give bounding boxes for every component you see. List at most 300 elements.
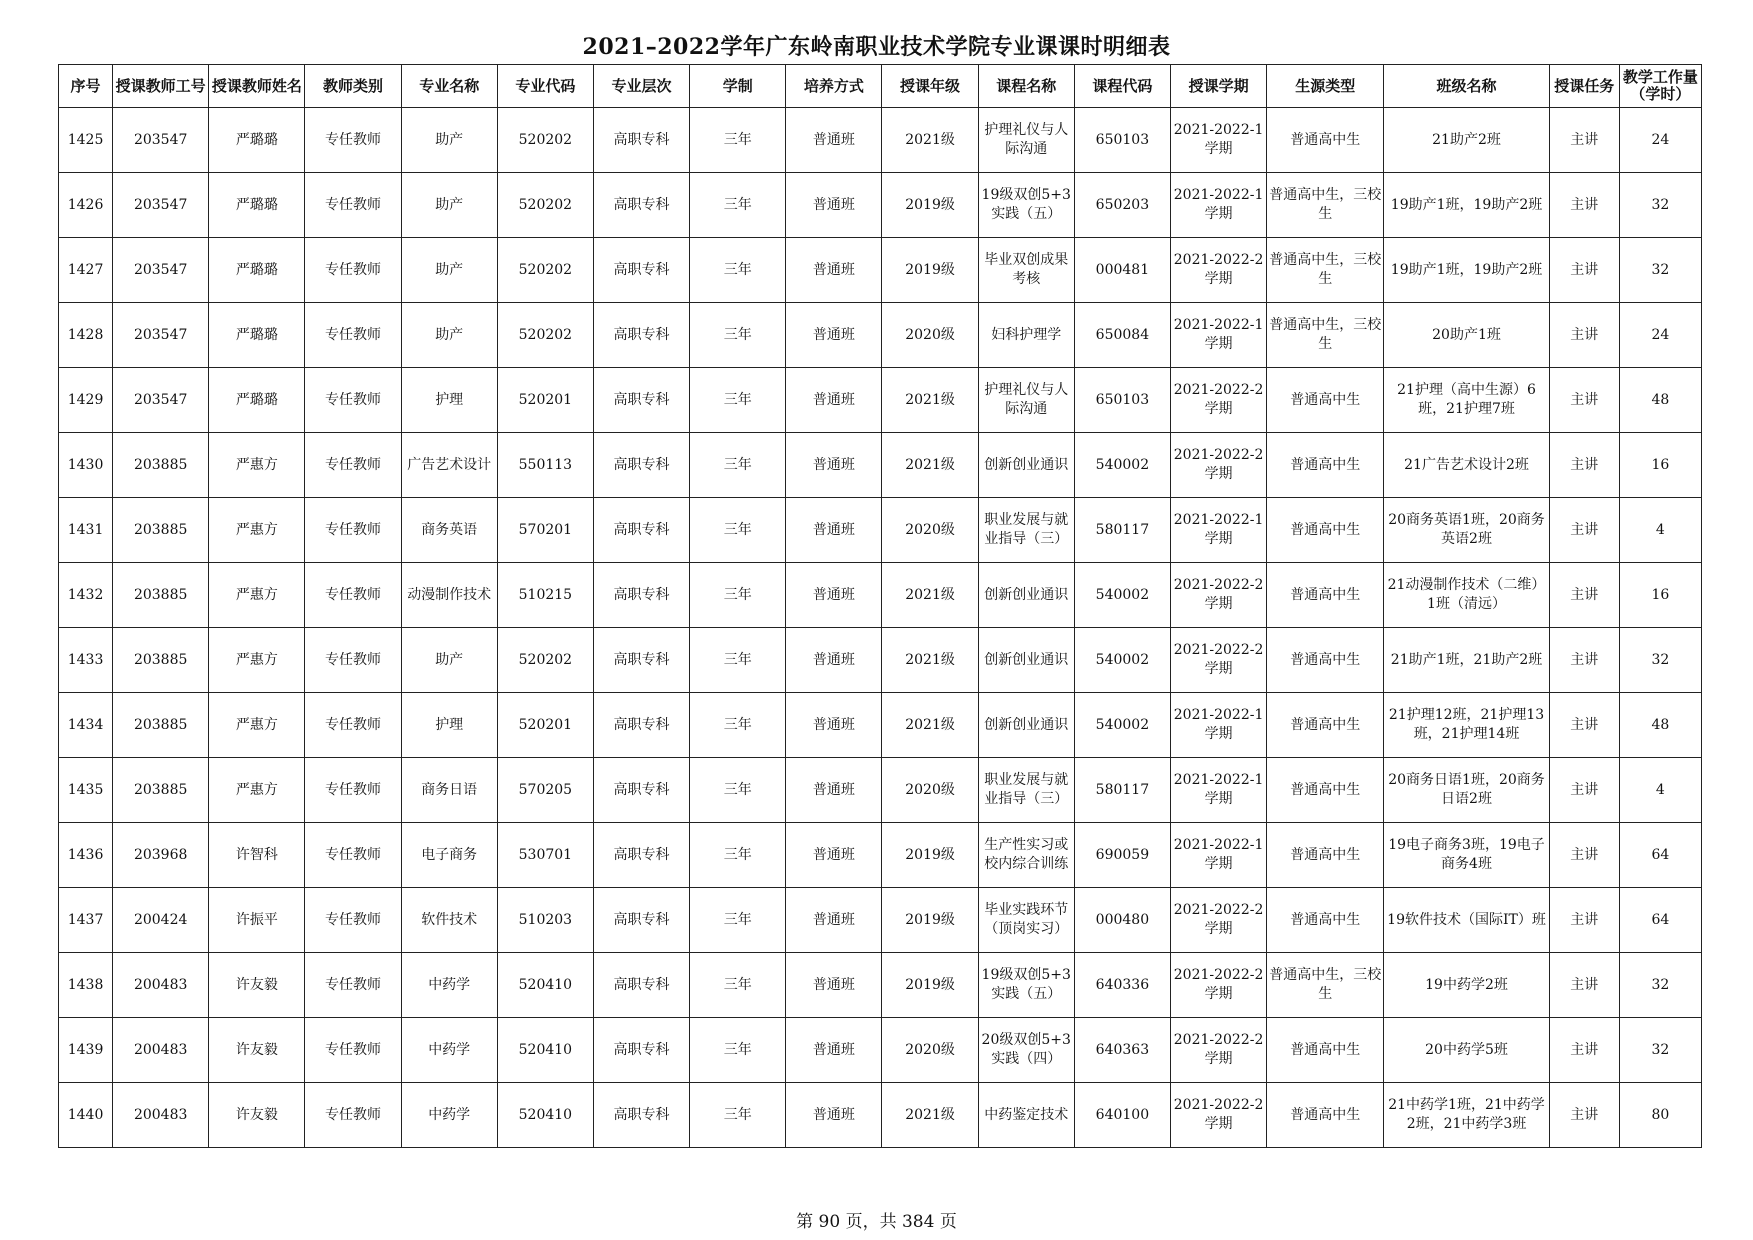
table-cell: 540002 [1074, 433, 1170, 498]
table-row [59, 888, 1702, 953]
table-cell: 580117 [1074, 758, 1170, 823]
table-cell: 1429 [59, 368, 113, 433]
table-cell: 2021级 [882, 433, 978, 498]
table-cell: 24 [1619, 108, 1701, 173]
table-cell: 主讲 [1549, 758, 1619, 823]
column-header: 学制 [690, 65, 786, 108]
table-cell: 203547 [113, 173, 209, 238]
table-cell: 2021级 [882, 1083, 978, 1148]
table-cell: 2019级 [882, 238, 978, 303]
table-cell: 严璐璐 [209, 238, 305, 303]
table-cell: 三年 [690, 758, 786, 823]
table-cell: 21护理12班，21护理13班，21护理14班 [1384, 693, 1549, 758]
table-row [59, 563, 1702, 628]
table-cell: 2021-2022-1学期 [1170, 303, 1266, 368]
table-cell: 中药学 [401, 1018, 497, 1083]
table-cell: 高职专科 [593, 1083, 689, 1148]
table-cell: 4 [1619, 758, 1701, 823]
table-cell: 32 [1619, 173, 1701, 238]
table-cell: 20中药学5班 [1384, 1018, 1549, 1083]
page-title: 2021–2022学年广东岭南职业技术学院专业课课时明细表 [582, 34, 1171, 60]
table-cell: 2021-2022-1学期 [1170, 108, 1266, 173]
table-cell: 主讲 [1549, 888, 1619, 953]
table-cell: 护理 [401, 693, 497, 758]
table-row [59, 368, 1702, 433]
table-cell: 护理礼仪与人际沟通 [978, 108, 1074, 173]
table-cell: 520410 [497, 1083, 593, 1148]
table-cell: 21广告艺术设计2班 [1384, 433, 1549, 498]
table-cell: 三年 [690, 953, 786, 1018]
table-cell: 19级双创5+3实践（五） [978, 953, 1074, 1018]
table-cell: 主讲 [1549, 173, 1619, 238]
table-cell: 普通高中生 [1267, 628, 1384, 693]
table-cell: 2021-2022-2学期 [1170, 1083, 1266, 1148]
table-cell: 520410 [497, 953, 593, 1018]
table-cell: 200483 [113, 953, 209, 1018]
table-cell: 32 [1619, 953, 1701, 1018]
table-cell: 19中药学2班 [1384, 953, 1549, 1018]
table-body [59, 108, 1702, 1148]
column-header: 授课学期 [1170, 65, 1266, 108]
table-cell: 2021-2022-1学期 [1170, 693, 1266, 758]
table-cell: 护理 [401, 368, 497, 433]
table-cell: 高职专科 [593, 758, 689, 823]
table-cell: 主讲 [1549, 953, 1619, 1018]
table-cell: 主讲 [1549, 433, 1619, 498]
table-cell: 普通高中生，三校生 [1267, 303, 1384, 368]
table-cell: 主讲 [1549, 108, 1619, 173]
table-cell: 200424 [113, 888, 209, 953]
table-cell: 高职专科 [593, 173, 689, 238]
column-header: 生源类型 [1267, 65, 1384, 108]
table-cell: 203885 [113, 498, 209, 563]
table-cell: 许友毅 [209, 953, 305, 1018]
table-cell: 20商务英语1班，20商务英语2班 [1384, 498, 1549, 563]
table-cell: 2021级 [882, 108, 978, 173]
table-cell: 2021-2022-1学期 [1170, 823, 1266, 888]
table-cell: 2021-2022-2学期 [1170, 563, 1266, 628]
table-cell: 高职专科 [593, 888, 689, 953]
table-cell: 690059 [1074, 823, 1170, 888]
table-cell: 1436 [59, 823, 113, 888]
table-cell: 普通班 [786, 693, 882, 758]
table-row [59, 303, 1702, 368]
table-cell: 毕业双创成果考核 [978, 238, 1074, 303]
table-cell: 三年 [690, 303, 786, 368]
table-cell: 21助产2班 [1384, 108, 1549, 173]
table-cell: 严璐璐 [209, 173, 305, 238]
table-cell: 普通高中生 [1267, 1083, 1384, 1148]
table-cell: 2019级 [882, 173, 978, 238]
table-cell: 普通高中生，三校生 [1267, 173, 1384, 238]
table-cell: 520201 [497, 368, 593, 433]
table-cell: 19助产1班，19助产2班 [1384, 173, 1549, 238]
table-cell: 专任教师 [305, 238, 401, 303]
table-cell: 普通高中生 [1267, 108, 1384, 173]
column-header: 班级名称 [1384, 65, 1549, 108]
table-cell: 2021-2022-2学期 [1170, 368, 1266, 433]
table-cell: 软件技术 [401, 888, 497, 953]
table-cell: 专任教师 [305, 498, 401, 563]
table-cell: 创新创业通识 [978, 563, 1074, 628]
table-cell: 20商务日语1班，20商务日语2班 [1384, 758, 1549, 823]
table-cell: 高职专科 [593, 108, 689, 173]
table-cell: 主讲 [1549, 1083, 1619, 1148]
table-cell: 专任教师 [305, 1018, 401, 1083]
table-cell: 三年 [690, 563, 786, 628]
table-cell: 16 [1619, 433, 1701, 498]
table-cell: 550113 [497, 433, 593, 498]
table-cell: 严惠方 [209, 758, 305, 823]
table-cell: 1433 [59, 628, 113, 693]
table-cell: 普通班 [786, 173, 882, 238]
table-cell: 商务日语 [401, 758, 497, 823]
table-cell: 1439 [59, 1018, 113, 1083]
table-row [59, 498, 1702, 563]
table-cell: 动漫制作技术 [401, 563, 497, 628]
table-cell: 19软件技术（国际IT）班 [1384, 888, 1549, 953]
table-cell: 2021-2022-2学期 [1170, 888, 1266, 953]
table-cell: 中药鉴定技术 [978, 1083, 1074, 1148]
table-cell: 广告艺术设计 [401, 433, 497, 498]
table-cell: 19电子商务3班，19电子商务4班 [1384, 823, 1549, 888]
table-cell: 203885 [113, 628, 209, 693]
table-cell: 64 [1619, 888, 1701, 953]
table-cell: 专任教师 [305, 823, 401, 888]
table-cell: 80 [1619, 1083, 1701, 1148]
table-cell: 专任教师 [305, 628, 401, 693]
table-cell: 520202 [497, 303, 593, 368]
table-cell: 普通高中生 [1267, 498, 1384, 563]
column-header: 教师类别 [305, 65, 401, 108]
column-header: 专业代码 [497, 65, 593, 108]
table-cell: 高职专科 [593, 693, 689, 758]
table-cell: 专任教师 [305, 433, 401, 498]
table-cell: 2021-2022-2学期 [1170, 433, 1266, 498]
table-cell: 203547 [113, 368, 209, 433]
table-cell: 职业发展与就业指导（三） [978, 758, 1074, 823]
table-cell: 三年 [690, 1018, 786, 1083]
table-cell: 2021-2022-2学期 [1170, 953, 1266, 1018]
table-cell: 520202 [497, 108, 593, 173]
page-footer: 第 90 页，共 384 页 [796, 1212, 957, 1232]
table-cell: 专任教师 [305, 368, 401, 433]
table-cell: 20级双创5+3实践（四） [978, 1018, 1074, 1083]
table-cell: 高职专科 [593, 563, 689, 628]
table-cell: 520410 [497, 1018, 593, 1083]
table-cell: 570205 [497, 758, 593, 823]
table-cell: 普通班 [786, 823, 882, 888]
table-cell: 主讲 [1549, 303, 1619, 368]
table-cell: 2021级 [882, 628, 978, 693]
table-cell: 48 [1619, 368, 1701, 433]
table-cell: 助产 [401, 628, 497, 693]
table-cell: 许智科 [209, 823, 305, 888]
table-cell: 专任教师 [305, 563, 401, 628]
table-cell: 普通班 [786, 888, 882, 953]
table-header-row [59, 65, 1702, 108]
table-cell: 许友毅 [209, 1083, 305, 1148]
table-cell: 1440 [59, 1083, 113, 1148]
table-cell: 专任教师 [305, 108, 401, 173]
table-cell: 203547 [113, 303, 209, 368]
table-cell: 毕业实践环节（顶岗实习） [978, 888, 1074, 953]
table-cell: 许振平 [209, 888, 305, 953]
table-cell: 护理礼仪与人际沟通 [978, 368, 1074, 433]
table-cell: 21动漫制作技术（二维）1班（清远） [1384, 563, 1549, 628]
table-cell: 普通班 [786, 758, 882, 823]
table-cell: 助产 [401, 108, 497, 173]
table-cell: 32 [1619, 628, 1701, 693]
table-cell: 200483 [113, 1018, 209, 1083]
table-cell: 21中药学1班，21中药学2班，21中药学3班 [1384, 1083, 1549, 1148]
table-cell: 普通高中生 [1267, 563, 1384, 628]
table-cell: 高职专科 [593, 498, 689, 563]
table-cell: 540002 [1074, 628, 1170, 693]
table-cell: 2021-2022-2学期 [1170, 628, 1266, 693]
table-cell: 高职专科 [593, 953, 689, 1018]
table-cell: 530701 [497, 823, 593, 888]
table-cell: 主讲 [1549, 498, 1619, 563]
table-cell: 540002 [1074, 693, 1170, 758]
table-cell: 640100 [1074, 1083, 1170, 1148]
column-header: 课程名称 [978, 65, 1074, 108]
table-cell: 570201 [497, 498, 593, 563]
table-cell: 2021-2022-2学期 [1170, 1018, 1266, 1083]
table-cell: 普通高中生，三校生 [1267, 953, 1384, 1018]
table-row [59, 758, 1702, 823]
column-header: 授课年级 [882, 65, 978, 108]
table-cell: 三年 [690, 888, 786, 953]
table-cell: 严惠方 [209, 693, 305, 758]
table-cell: 三年 [690, 693, 786, 758]
table-cell: 高职专科 [593, 238, 689, 303]
table-cell: 1426 [59, 173, 113, 238]
table-cell: 助产 [401, 238, 497, 303]
table-row [59, 173, 1702, 238]
table-cell: 2019级 [882, 823, 978, 888]
table-cell: 普通班 [786, 433, 882, 498]
table-cell: 普通高中生 [1267, 888, 1384, 953]
table-cell: 三年 [690, 108, 786, 173]
table-cell: 21助产1班，21助产2班 [1384, 628, 1549, 693]
table-cell: 严璐璐 [209, 303, 305, 368]
table-cell: 1432 [59, 563, 113, 628]
column-header: 序号 [59, 65, 113, 108]
table-cell: 普通高中生，三校生 [1267, 238, 1384, 303]
table-cell: 000480 [1074, 888, 1170, 953]
table-cell: 专任教师 [305, 1083, 401, 1148]
table-cell: 2021级 [882, 563, 978, 628]
table-cell: 高职专科 [593, 1018, 689, 1083]
column-header: 教学工作量（学时） [1619, 65, 1701, 108]
table-cell: 20助产1班 [1384, 303, 1549, 368]
table-cell: 2021级 [882, 693, 978, 758]
table-cell: 严璐璐 [209, 368, 305, 433]
table-cell: 4 [1619, 498, 1701, 563]
column-header: 课程代码 [1074, 65, 1170, 108]
table-cell: 203885 [113, 758, 209, 823]
table-cell: 助产 [401, 303, 497, 368]
column-header: 培养方式 [786, 65, 882, 108]
column-header: 专业名称 [401, 65, 497, 108]
table-cell: 32 [1619, 238, 1701, 303]
table-cell: 普通班 [786, 368, 882, 433]
table-cell: 640363 [1074, 1018, 1170, 1083]
table-cell: 520202 [497, 173, 593, 238]
table-cell: 创新创业通识 [978, 628, 1074, 693]
table-cell: 商务英语 [401, 498, 497, 563]
table-cell: 2021-2022-1学期 [1170, 173, 1266, 238]
table-cell: 专任教师 [305, 758, 401, 823]
table-cell: 主讲 [1549, 628, 1619, 693]
table-cell: 高职专科 [593, 628, 689, 693]
table-cell: 650103 [1074, 368, 1170, 433]
table-cell: 32 [1619, 1018, 1701, 1083]
table-cell: 主讲 [1549, 823, 1619, 888]
table-cell: 1428 [59, 303, 113, 368]
column-header: 授课教师姓名 [209, 65, 305, 108]
table-cell: 普通班 [786, 498, 882, 563]
table-cell: 2021级 [882, 368, 978, 433]
table-cell: 专任教师 [305, 953, 401, 1018]
table-cell: 普通高中生 [1267, 433, 1384, 498]
table-cell: 203885 [113, 563, 209, 628]
table-cell: 580117 [1074, 498, 1170, 563]
table-cell: 普通班 [786, 628, 882, 693]
table-cell: 650103 [1074, 108, 1170, 173]
table-cell: 19助产1班，19助产2班 [1384, 238, 1549, 303]
table-cell: 2021-2022-2学期 [1170, 238, 1266, 303]
table-cell: 专任教师 [305, 888, 401, 953]
table-cell: 64 [1619, 823, 1701, 888]
table-row [59, 628, 1702, 693]
table-row [59, 693, 1702, 758]
table-row [59, 433, 1702, 498]
table-cell: 1434 [59, 693, 113, 758]
table-cell: 主讲 [1549, 693, 1619, 758]
table-cell: 三年 [690, 368, 786, 433]
table-cell: 严璐璐 [209, 108, 305, 173]
table-cell: 三年 [690, 238, 786, 303]
table-cell: 主讲 [1549, 238, 1619, 303]
table-cell: 普通高中生 [1267, 368, 1384, 433]
table-cell: 普通班 [786, 1018, 882, 1083]
table-cell: 助产 [401, 173, 497, 238]
table-cell: 三年 [690, 433, 786, 498]
table-row [59, 823, 1702, 888]
table-cell: 2020级 [882, 1018, 978, 1083]
column-header: 专业层次 [593, 65, 689, 108]
table-cell: 540002 [1074, 563, 1170, 628]
table-cell: 203968 [113, 823, 209, 888]
table-cell: 普通高中生 [1267, 758, 1384, 823]
table-cell: 中药学 [401, 953, 497, 1018]
table-cell: 专任教师 [305, 173, 401, 238]
table-cell: 高职专科 [593, 823, 689, 888]
table-cell: 48 [1619, 693, 1701, 758]
table-cell: 普通班 [786, 108, 882, 173]
table-cell: 高职专科 [593, 368, 689, 433]
table-cell: 高职专科 [593, 303, 689, 368]
table-cell: 妇科护理学 [978, 303, 1074, 368]
table-cell: 520202 [497, 628, 593, 693]
table-cell: 普通班 [786, 303, 882, 368]
table-cell: 三年 [690, 628, 786, 693]
table-cell: 主讲 [1549, 563, 1619, 628]
table-cell: 普通高中生 [1267, 1018, 1384, 1083]
table-cell: 1427 [59, 238, 113, 303]
table-cell: 主讲 [1549, 1018, 1619, 1083]
table-cell: 2019级 [882, 953, 978, 1018]
table-cell: 普通班 [786, 238, 882, 303]
table-cell: 严惠方 [209, 433, 305, 498]
table-cell: 主讲 [1549, 368, 1619, 433]
table-cell: 2020级 [882, 758, 978, 823]
table-cell: 1425 [59, 108, 113, 173]
table-cell: 三年 [690, 823, 786, 888]
table-cell: 2019级 [882, 888, 978, 953]
table-cell: 1430 [59, 433, 113, 498]
table-cell: 000481 [1074, 238, 1170, 303]
table-cell: 1438 [59, 953, 113, 1018]
table-row [59, 108, 1702, 173]
column-header: 授课任务 [1549, 65, 1619, 108]
table-cell: 三年 [690, 173, 786, 238]
table-cell: 650084 [1074, 303, 1170, 368]
table-cell: 中药学 [401, 1083, 497, 1148]
table-row [59, 953, 1702, 1018]
table-cell: 许友毅 [209, 1018, 305, 1083]
table-cell: 2021-2022-1学期 [1170, 498, 1266, 563]
table-cell: 203547 [113, 238, 209, 303]
table-cell: 三年 [690, 498, 786, 563]
table-cell: 203547 [113, 108, 209, 173]
table-cell: 普通高中生 [1267, 823, 1384, 888]
table-cell: 严惠方 [209, 498, 305, 563]
table-cell: 520202 [497, 238, 593, 303]
table-cell: 生产性实习或校内综合训练 [978, 823, 1074, 888]
table-cell: 1435 [59, 758, 113, 823]
course-hours-table [58, 64, 1702, 1148]
column-header: 授课教师工号 [113, 65, 209, 108]
table-cell: 510203 [497, 888, 593, 953]
table-cell: 510215 [497, 563, 593, 628]
table-cell: 创新创业通识 [978, 433, 1074, 498]
table-cell: 16 [1619, 563, 1701, 628]
table-cell: 专任教师 [305, 693, 401, 758]
table-cell: 520201 [497, 693, 593, 758]
table-row [59, 1083, 1702, 1148]
table-cell: 普通高中生 [1267, 693, 1384, 758]
table-cell: 203885 [113, 693, 209, 758]
table-cell: 专任教师 [305, 303, 401, 368]
table-cell: 普通班 [786, 563, 882, 628]
table-cell: 200483 [113, 1083, 209, 1148]
table-cell: 电子商务 [401, 823, 497, 888]
table-cell: 严惠方 [209, 628, 305, 693]
table-cell: 2020级 [882, 498, 978, 563]
table-cell: 640336 [1074, 953, 1170, 1018]
table-cell: 24 [1619, 303, 1701, 368]
table-cell: 203885 [113, 433, 209, 498]
table-cell: 创新创业通识 [978, 693, 1074, 758]
table-cell: 21护理（高中生源）6班，21护理7班 [1384, 368, 1549, 433]
table-cell: 普通班 [786, 1083, 882, 1148]
table-cell: 19级双创5+3实践（五） [978, 173, 1074, 238]
table-cell: 1437 [59, 888, 113, 953]
table-cell: 2021-2022-1学期 [1170, 758, 1266, 823]
